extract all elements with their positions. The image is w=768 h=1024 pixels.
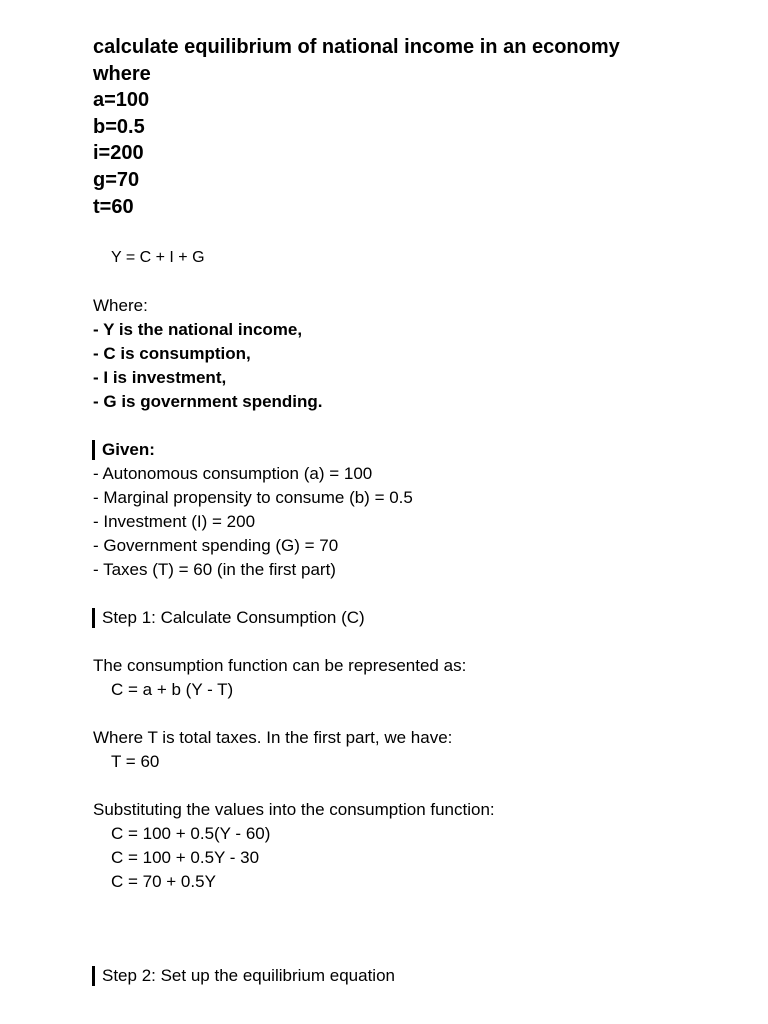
- given-item: - Government spending (G) = 70: [93, 536, 339, 556]
- consumption-function: C = a + b (Y - T): [111, 680, 234, 700]
- question-value-t: t=60: [93, 195, 134, 218]
- heading-bar-icon: [92, 966, 95, 986]
- where-label: Where:: [93, 296, 148, 316]
- substitution-step: C = 100 + 0.5(Y - 60): [111, 824, 271, 844]
- spacer: [93, 270, 743, 294]
- given-item: - Investment (I) = 200: [93, 512, 256, 532]
- heading-bar-icon: [92, 440, 95, 460]
- spacer: [93, 414, 743, 438]
- equilibrium-formula: Y = C + I + G: [111, 249, 205, 267]
- step2-heading: [93, 964, 743, 988]
- question-value-i: i=200: [93, 142, 144, 165]
- step1-intro: The consumption function can be represented as:: [93, 656, 467, 676]
- question-line: calculate equilibrium of national income in an economy: [93, 36, 620, 58]
- spacer: [93, 630, 743, 654]
- substitution-step: C = 100 + 0.5Y - 30: [111, 848, 260, 868]
- given-block: [93, 438, 743, 582]
- question-value-b: b=0.5: [93, 115, 145, 138]
- where-item: - G is government spending.: [93, 392, 323, 412]
- substitution-step: C = 70 + 0.5Y: [111, 872, 216, 892]
- spacer: [93, 774, 743, 798]
- question-value-g: g=70: [93, 168, 140, 191]
- heading-bar-icon: [92, 608, 95, 628]
- where-item: - Y is the national income,: [93, 320, 303, 340]
- step1-block: [93, 606, 743, 894]
- substitution-intro: Substituting the values into the consumption function:: [93, 800, 495, 820]
- given-heading: [93, 438, 743, 462]
- given-heading-text: Given:: [102, 440, 155, 460]
- spacer: [93, 702, 743, 726]
- given-item: - Marginal propensity to consume (b) = 0.5: [93, 488, 413, 508]
- spacer: [93, 220, 743, 246]
- step2-block: [93, 964, 743, 988]
- tax-value: T = 60: [111, 752, 160, 772]
- question-value-a: a=100: [93, 89, 150, 112]
- step2-heading-text: Step 2: Set up the equilibrium equation: [102, 966, 395, 986]
- where-item: - C is consumption,: [93, 344, 251, 364]
- question-block: [93, 34, 743, 220]
- given-item: - Taxes (T) = 60 (in the first part): [93, 560, 336, 580]
- given-item: - Autonomous consumption (a) = 100: [93, 464, 373, 484]
- step1-heading-text: Step 1: Calculate Consumption (C): [102, 608, 365, 628]
- question-line: where: [93, 62, 151, 85]
- step1-heading: [93, 606, 743, 630]
- step1-where-text: Where T is total taxes. In the first part, we have:: [93, 728, 453, 748]
- where-item: - I is investment,: [93, 368, 227, 388]
- spacer: [93, 894, 743, 964]
- document-page: [93, 34, 743, 988]
- where-block: [93, 294, 743, 414]
- spacer: [93, 582, 743, 606]
